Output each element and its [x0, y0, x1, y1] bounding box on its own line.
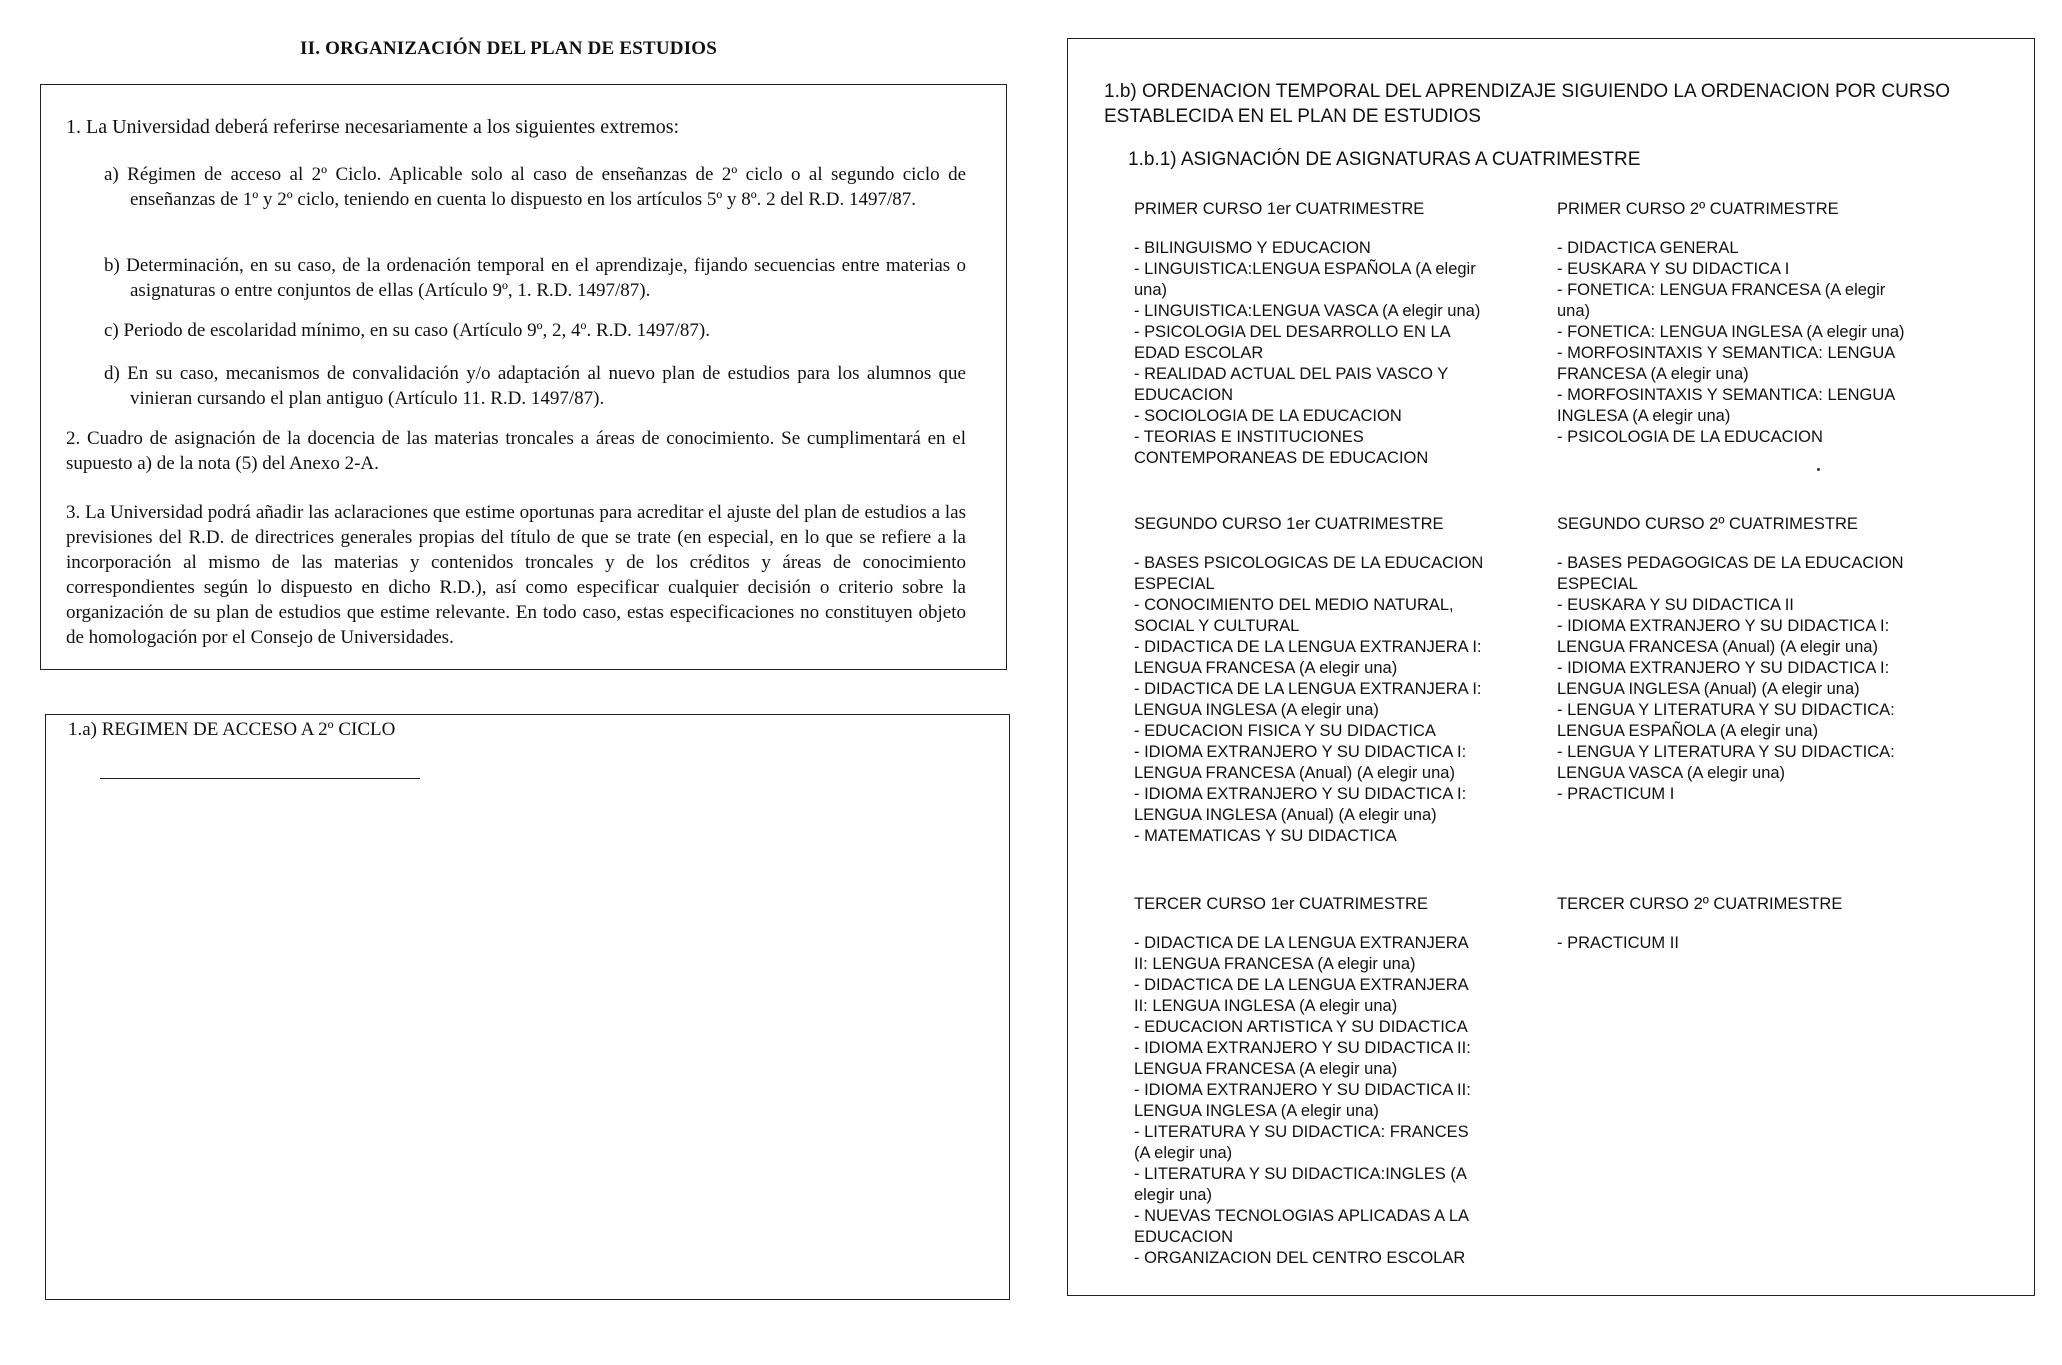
subject-line: - IDIOMA EXTRANJERO Y SU DIDACTICA I:	[1557, 617, 1890, 635]
subject-line: - BILINGUISMO Y EDUCACION	[1134, 239, 1371, 257]
subject-line: II: LENGUA FRANCESA (A elegir una)	[1134, 955, 1416, 973]
item-c-text: c) Periodo de escolaridad mínimo, en su caso (Artículo 9º, 2, 4º. R.D. 1497/87).	[104, 320, 710, 341]
item-b	[104, 253, 966, 303]
subject-line: LENGUA INGLESA (Anual) (A elegir una)	[1557, 680, 1860, 698]
subject-list	[1557, 933, 1952, 954]
subject-line: INGLESA (A elegir una)	[1557, 407, 1731, 425]
course-header: PRIMER CURSO 2º CUATRIMESTRE	[1557, 200, 1839, 218]
course-header: TERCER CURSO 1er CUATRIMESTRE	[1134, 895, 1428, 913]
subject-line: - LENGUA Y LITERATURA Y SU DIDACTICA:	[1557, 743, 1895, 761]
subject-line: - MORFOSINTAXIS Y SEMANTICA: LENGUA	[1557, 386, 1896, 404]
subject-line: - BASES PEDAGOGICAS DE LA EDUCACION	[1557, 554, 1904, 572]
subject-line: - DIDACTICA DE LA LENGUA EXTRANJERA	[1134, 934, 1469, 952]
subject-line: (A elegir una)	[1134, 1144, 1233, 1162]
subject-line: CONTEMPORANEAS DE EDUCACION	[1134, 449, 1429, 467]
subject-line: LENGUA INGLESA (A elegir una)	[1134, 701, 1379, 719]
paragraph-3: 3. La Universidad podrá añadir las aclaraciones que estime oportunas para acreditar el ajuste del plan de estudios a las previsiones del R.D. de directrices generales propias del título de que se trate (en especial, en lo que se refiere a la incorporación al mismo de las materias y contenidos troncales y de los créditos y áreas de conocimiento correspondientes según lo dispuesto en dicho R.D.), así como especificar cualquier decisión o criterio sobre la organización de su plan de estudios que estime relevante. En todo caso, estas especificaciones no constituyen objeto de homologación por el Consejo de Universidades.	[66, 502, 966, 648]
subject-line: - MORFOSINTAXIS Y SEMANTICA: LENGUA	[1557, 344, 1896, 362]
course-2-sem-2	[1557, 514, 1952, 805]
subject-line: LENGUA FRANCESA (Anual) (A elegir una)	[1557, 638, 1878, 656]
subject-line: - CONOCIMIENTO DEL MEDIO NATURAL,	[1134, 596, 1454, 614]
semester-assignment-subheading: 1.b.1) ASIGNACIÓN DE ASIGNATURAS A CUATRIMESTRE	[1128, 149, 1641, 170]
paragraph-2: 2. Cuadro de asignación de la docencia de las materias troncales a áreas de conocimiento. Se cumplimentará en el supuesto a) de la nota (5) del Anexo 2-A.	[66, 428, 966, 474]
subject-line: - IDIOMA EXTRANJERO Y SU DIDACTICA II:	[1134, 1081, 1471, 1099]
subject-line: - LITERATURA Y SU DIDACTICA: FRANCES	[1134, 1123, 1469, 1141]
subject-line: - DIDACTICA DE LA LENGUA EXTRANJERA I:	[1134, 680, 1482, 698]
subject-line: - REALIDAD ACTUAL DEL PAIS VASCO Y	[1134, 365, 1449, 383]
item-b-text: b) Determinación, en su caso, de la ordenación temporal en el aprendizaje, fijando secuencias entre materias o asignaturas o entre conjuntos de ellas (Artículo 9º, 1. R.D. 1497/87).	[104, 255, 966, 301]
item-d	[104, 361, 966, 411]
item-c	[104, 318, 966, 343]
subject-line: LENGUA FRANCESA (A elegir una)	[1134, 659, 1398, 677]
item-d-text: d) En su caso, mecanismos de convalidación y/o adaptación al nuevo plan de estudios para los alumnos que vinieran cursando el plan antiguo (Artículo 11. R.D. 1497/87).	[104, 363, 966, 409]
subject-line: - LINGUISTICA:LENGUA VASCA (A elegir una)	[1134, 302, 1481, 320]
subject-line: - IDIOMA EXTRANJERO Y SU DIDACTICA I:	[1557, 659, 1890, 677]
temporal-order-heading: 1.b) ORDENACION TEMPORAL DEL APRENDIZAJE SIGUIENDO LA ORDENACION POR CURSO ESTABLECIDA EN EL PLAN DE ESTUDIOS	[1104, 81, 1951, 127]
access-regime-box	[45, 714, 1010, 1300]
course-header: SEGUNDO CURSO 2º CUATRIMESTRE	[1557, 515, 1858, 533]
subject-line: LENGUA INGLESA (Anual) (A elegir una)	[1134, 806, 1437, 824]
subject-line: EDUCACION	[1134, 1228, 1234, 1246]
subject-line: LENGUA VASCA (A elegir una)	[1557, 764, 1786, 782]
subject-line: - IDIOMA EXTRANJERO Y SU DIDACTICA II:	[1134, 1039, 1471, 1057]
subject-list	[1134, 553, 1529, 847]
subject-line: - FONETICA: LENGUA INGLESA (A elegir una)	[1557, 323, 1905, 341]
access-regime-title: 1.a) REGIMEN DE ACCESO A 2º CICLO	[68, 719, 396, 740]
subject-line: elegir una)	[1134, 1186, 1212, 1204]
subject-list	[1557, 553, 1952, 805]
subject-line: - DIDACTICA DE LA LENGUA EXTRANJERA I:	[1134, 638, 1482, 656]
subject-line: - DIDACTICA GENERAL	[1557, 239, 1739, 257]
course-1-sem-1	[1134, 199, 1529, 469]
subject-line: LENGUA INGLESA (A elegir una)	[1134, 1102, 1379, 1120]
subject-line: EDAD ESCOLAR	[1134, 344, 1264, 362]
course-3-sem-1	[1134, 894, 1529, 1269]
subject-list	[1134, 933, 1529, 1269]
subject-line: - MATEMATICAS Y SU DIDACTICA	[1134, 827, 1397, 845]
subject-line: - IDIOMA EXTRANJERO Y SU DIDACTICA I:	[1134, 743, 1467, 761]
subject-line: ESPECIAL	[1134, 575, 1215, 593]
subject-line: - EDUCACION FISICA Y SU DIDACTICA	[1134, 722, 1436, 740]
course-header: TERCER CURSO 2º CUATRIMESTRE	[1557, 895, 1843, 913]
item-a	[104, 162, 966, 212]
subject-line: LENGUA FRANCESA (Anual) (A elegir una)	[1134, 764, 1455, 782]
subject-line: EDUCACION	[1134, 386, 1234, 404]
subject-line: - BASES PSICOLOGICAS DE LA EDUCACION	[1134, 554, 1484, 572]
subject-list	[1557, 238, 1952, 448]
subject-line: - EDUCACION ARTISTICA Y SU DIDACTICA	[1134, 1018, 1468, 1036]
subject-line: - EUSKARA Y SU DIDACTICA II	[1557, 596, 1794, 614]
subject-line: LENGUA ESPAÑOLA (A elegir una)	[1557, 722, 1819, 740]
subject-line: SOCIAL Y CULTURAL	[1134, 617, 1300, 635]
subject-line: - TEORIAS E INSTITUCIONES	[1134, 428, 1364, 446]
subject-line: II: LENGUA INGLESA (A elegir una)	[1134, 997, 1398, 1015]
subject-line: LENGUA FRANCESA (A elegir una)	[1134, 1060, 1398, 1078]
subject-line: - PSICOLOGIA DE LA EDUCACION	[1557, 428, 1823, 446]
subject-line: - PRACTICUM I	[1557, 785, 1675, 803]
subject-line: FRANCESA (A elegir una)	[1557, 365, 1749, 383]
subject-list	[1134, 238, 1529, 469]
subject-line: - FONETICA: LENGUA FRANCESA (A elegir	[1557, 281, 1886, 299]
subject-line: - LINGUISTICA:LENGUA ESPAÑOLA (A elegir	[1134, 260, 1476, 278]
subject-line: - DIDACTICA DE LA LENGUA EXTRANJERA	[1134, 976, 1469, 994]
intro-paragraph: 1. La Universidad deberá referirse necesariamente a los siguientes extremos:	[66, 116, 680, 138]
course-3-sem-2	[1557, 894, 1952, 954]
subject-line: - PRACTICUM II	[1557, 934, 1679, 952]
subject-line: - PSICOLOGIA DEL DESARROLLO EN LA	[1134, 323, 1451, 341]
blank-line	[100, 778, 420, 779]
subject-line: - NUEVAS TECNOLOGIAS APLICADAS A LA	[1134, 1207, 1470, 1225]
subject-line: - LENGUA Y LITERATURA Y SU DIDACTICA:	[1557, 701, 1895, 719]
subject-line: una)	[1134, 281, 1168, 299]
subject-line: - IDIOMA EXTRANJERO Y SU DIDACTICA I:	[1134, 785, 1467, 803]
course-1-sem-2	[1557, 199, 1952, 448]
subject-line: - SOCIOLOGIA DE LA EDUCACION	[1134, 407, 1402, 425]
course-2-sem-1	[1134, 514, 1529, 847]
subject-line: - ORGANIZACION DEL CENTRO ESCOLAR	[1134, 1249, 1466, 1267]
item-a-text: a) Régimen de acceso al 2º Ciclo. Aplicable solo al caso de enseñanzas de 2º ciclo o al segundo ciclo de enseñanzas de 1º y 2º ciclo, teniendo en cuenta lo dispuesto en los artículos 5º y 8º. 2 del R.D. 1497/87.	[104, 164, 966, 210]
page-title: II. ORGANIZACIÓN DEL PLAN DE ESTUDIOS	[300, 38, 718, 59]
course-header: PRIMER CURSO 1er CUATRIMESTRE	[1134, 200, 1425, 218]
subject-line: ESPECIAL	[1557, 575, 1638, 593]
subject-line: una)	[1557, 302, 1591, 320]
subject-line: - LITERATURA Y SU DIDACTICA:INGLES (A	[1134, 1165, 1467, 1183]
stray-mark	[1817, 468, 1820, 471]
course-header: SEGUNDO CURSO 1er CUATRIMESTRE	[1134, 515, 1444, 533]
subject-line: - EUSKARA Y SU DIDACTICA I	[1557, 260, 1790, 278]
